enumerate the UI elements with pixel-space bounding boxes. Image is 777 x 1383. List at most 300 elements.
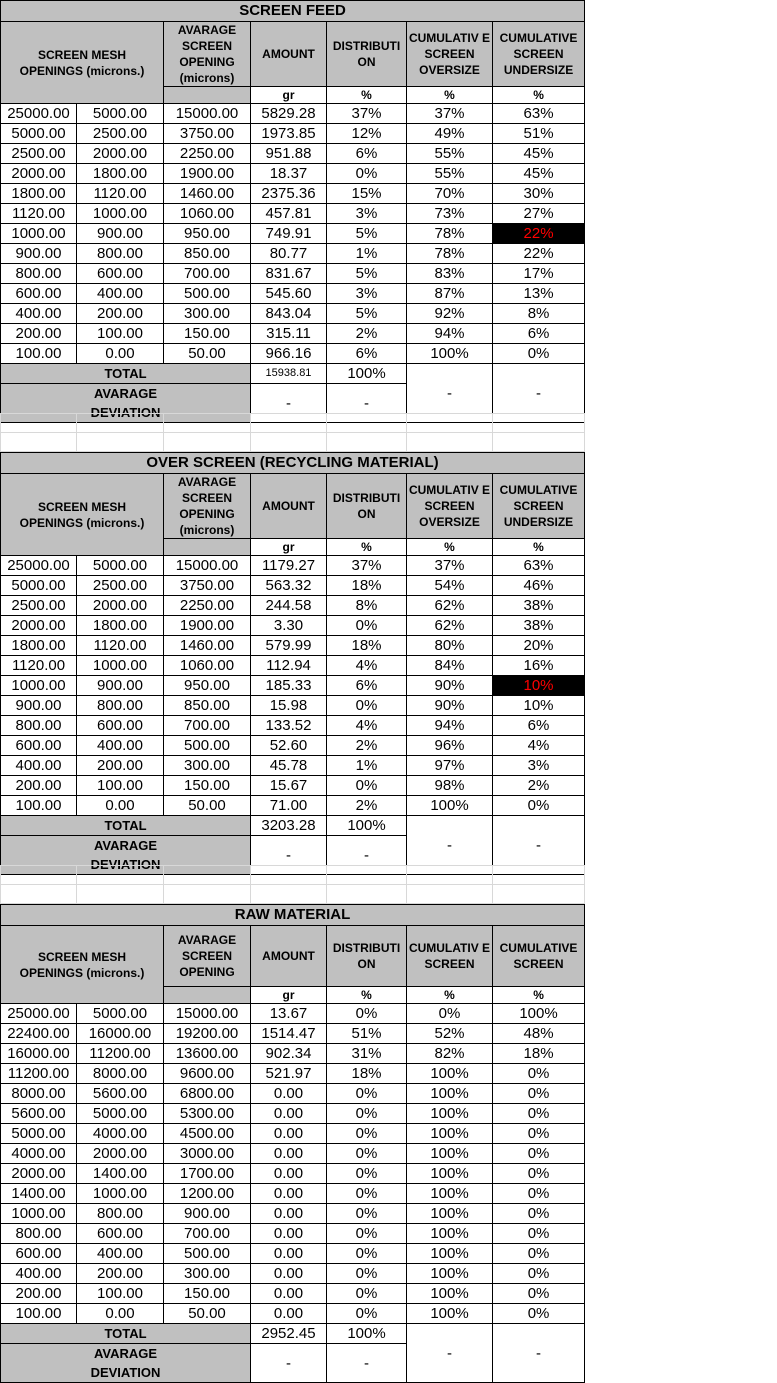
mesh-lower-cell[interactable]: 0.00 (77, 796, 164, 816)
mesh-upper-cell[interactable]: 400.00 (1, 304, 77, 324)
empty-cell[interactable] (77, 414, 164, 433)
amount-cell[interactable]: 545.60 (251, 284, 327, 304)
avarage-opening-cell[interactable]: 850.00 (164, 244, 251, 264)
mesh-upper-cell[interactable]: 4000.00 (1, 1144, 77, 1164)
cumulative-undersize-cell[interactable]: 0% (493, 1124, 585, 1144)
empty-cell[interactable] (327, 885, 407, 904)
header-cumulative-oversize[interactable]: CUMULATIV E SCREEN OVERSIZE (407, 474, 493, 539)
cumulative-undersize-cell[interactable]: 45% (493, 144, 585, 164)
dash-distribution[interactable]: - (327, 384, 407, 423)
amount-cell[interactable]: 71.00 (251, 796, 327, 816)
header-cumulative-oversize[interactable]: CUMULATIV E SCREEN OVERSIZE (407, 22, 493, 87)
mesh-lower-cell[interactable]: 1120.00 (77, 636, 164, 656)
avarage-opening-cell[interactable]: 3750.00 (164, 124, 251, 144)
empty-cell[interactable] (327, 433, 407, 452)
avarage-opening-cell[interactable]: 1200.00 (164, 1184, 251, 1204)
avarage-opening-cell[interactable]: 3750.00 (164, 576, 251, 596)
mesh-lower-cell[interactable]: 5000.00 (77, 556, 164, 576)
distribution-cell[interactable]: 0% (327, 1264, 407, 1284)
distribution-cell[interactable]: 31% (327, 1044, 407, 1064)
mesh-lower-cell[interactable]: 1000.00 (77, 1184, 164, 1204)
mesh-upper-cell[interactable]: 2500.00 (1, 144, 77, 164)
dash-undersize[interactable]: - (493, 816, 585, 875)
mesh-lower-cell[interactable]: 800.00 (77, 696, 164, 716)
total-label[interactable]: TOTAL (1, 364, 251, 384)
mesh-lower-cell[interactable]: 2500.00 (77, 576, 164, 596)
header-cumulative-undersize[interactable]: CUMULATIVE SCREEN (493, 926, 585, 987)
mesh-upper-cell[interactable]: 16000.00 (1, 1044, 77, 1064)
avarage-opening-cell[interactable]: 1900.00 (164, 616, 251, 636)
avarage-opening-cell[interactable]: 700.00 (164, 716, 251, 736)
avarage-opening-cell[interactable]: 500.00 (164, 736, 251, 756)
empty-cell[interactable] (1, 885, 77, 904)
cumulative-oversize-cell[interactable]: 83% (407, 264, 493, 284)
dash-amount[interactable]: - (251, 1344, 327, 1383)
distribution-cell[interactable]: 2% (327, 324, 407, 344)
distribution-cell[interactable]: 6% (327, 676, 407, 696)
header-distribution[interactable]: DISTRIBUTI ON (327, 22, 407, 87)
distribution-cell[interactable]: 0% (327, 1284, 407, 1304)
mesh-upper-cell[interactable]: 900.00 (1, 696, 77, 716)
empty-cell[interactable] (407, 433, 493, 452)
dash-amount[interactable]: - (251, 384, 327, 423)
distribution-cell[interactable]: 0% (327, 1124, 407, 1144)
mesh-upper-cell[interactable]: 100.00 (1, 796, 77, 816)
mesh-upper-cell[interactable]: 2000.00 (1, 164, 77, 184)
amount-cell[interactable]: 0.00 (251, 1164, 327, 1184)
amount-cell[interactable]: 133.52 (251, 716, 327, 736)
cumulative-undersize-cell[interactable]: 45% (493, 164, 585, 184)
amount-cell[interactable]: 45.78 (251, 756, 327, 776)
mesh-upper-cell[interactable]: 25000.00 (1, 104, 77, 124)
mesh-lower-cell[interactable]: 0.00 (77, 1304, 164, 1324)
amount-cell[interactable]: 315.11 (251, 324, 327, 344)
mesh-upper-cell[interactable]: 600.00 (1, 284, 77, 304)
cumulative-undersize-cell[interactable]: 8% (493, 304, 585, 324)
total-label[interactable]: TOTAL (1, 1324, 251, 1344)
mesh-lower-cell[interactable]: 800.00 (77, 1204, 164, 1224)
amount-cell[interactable]: 0.00 (251, 1224, 327, 1244)
cumulative-undersize-cell[interactable]: 46% (493, 576, 585, 596)
avarage-opening-cell[interactable]: 700.00 (164, 1224, 251, 1244)
unit-undersize[interactable]: % (493, 87, 585, 104)
empty-cell[interactable] (407, 885, 493, 904)
cumulative-undersize-cell[interactable]: 16% (493, 656, 585, 676)
distribution-cell[interactable]: 0% (327, 164, 407, 184)
cumulative-oversize-cell[interactable]: 100% (407, 1244, 493, 1264)
amount-cell[interactable]: 80.77 (251, 244, 327, 264)
distribution-cell[interactable]: 51% (327, 1024, 407, 1044)
distribution-cell[interactable]: 0% (327, 1244, 407, 1264)
distribution-cell[interactable]: 8% (327, 596, 407, 616)
cumulative-oversize-cell[interactable]: 100% (407, 1304, 493, 1324)
deviation-label[interactable]: DEVIATION (1, 403, 251, 423)
header-cumulative-undersize[interactable]: CUMULATIVE SCREEN UNDERSIZE (493, 474, 585, 539)
cumulative-oversize-cell[interactable]: 80% (407, 636, 493, 656)
avarage-opening-cell[interactable]: 150.00 (164, 1284, 251, 1304)
mesh-upper-cell[interactable]: 200.00 (1, 1284, 77, 1304)
unit-undersize[interactable]: % (493, 987, 585, 1004)
unit-amount[interactable]: gr (251, 987, 327, 1004)
distribution-cell[interactable]: 37% (327, 556, 407, 576)
amount-cell[interactable]: 0.00 (251, 1124, 327, 1144)
mesh-upper-cell[interactable]: 100.00 (1, 344, 77, 364)
empty-cell[interactable] (1, 433, 77, 452)
amount-cell[interactable]: 0.00 (251, 1184, 327, 1204)
mesh-lower-cell[interactable]: 8000.00 (77, 1064, 164, 1084)
units-blank[interactable] (164, 987, 251, 1004)
cumulative-oversize-cell[interactable]: 55% (407, 144, 493, 164)
distribution-cell[interactable]: 6% (327, 344, 407, 364)
units-blank[interactable] (164, 539, 251, 556)
cumulative-undersize-cell[interactable]: 22% (493, 244, 585, 264)
total-amount[interactable]: 15938.81 (251, 364, 327, 384)
cumulative-oversize-cell[interactable]: 78% (407, 244, 493, 264)
distribution-cell[interactable]: 5% (327, 224, 407, 244)
units-blank[interactable] (164, 87, 251, 104)
cumulative-oversize-cell[interactable]: 100% (407, 1064, 493, 1084)
mesh-upper-cell[interactable]: 800.00 (1, 716, 77, 736)
avarage-opening-cell[interactable]: 850.00 (164, 696, 251, 716)
mesh-lower-cell[interactable]: 2000.00 (77, 596, 164, 616)
empty-cell[interactable] (327, 414, 407, 433)
mesh-upper-cell[interactable]: 25000.00 (1, 1004, 77, 1024)
empty-cell[interactable] (327, 866, 407, 885)
mesh-upper-cell[interactable]: 8000.00 (1, 1084, 77, 1104)
header-mesh-openings[interactable]: SCREEN MESH OPENINGS (microns.) (1, 22, 164, 104)
cumulative-oversize-cell[interactable]: 62% (407, 616, 493, 636)
distribution-cell[interactable]: 1% (327, 244, 407, 264)
mesh-lower-cell[interactable]: 5000.00 (77, 1104, 164, 1124)
empty-cell[interactable] (251, 885, 327, 904)
header-distribution[interactable]: DISTRIBUTI ON (327, 474, 407, 539)
amount-cell[interactable]: 52.60 (251, 736, 327, 756)
mesh-upper-cell[interactable]: 25000.00 (1, 556, 77, 576)
cumulative-oversize-cell[interactable]: 92% (407, 304, 493, 324)
distribution-cell[interactable]: 0% (327, 776, 407, 796)
avarage-opening-cell[interactable]: 700.00 (164, 264, 251, 284)
mesh-upper-cell[interactable]: 800.00 (1, 1224, 77, 1244)
avarage-label[interactable]: AVARAGE (1, 384, 251, 404)
amount-cell[interactable]: 1179.27 (251, 556, 327, 576)
mesh-lower-cell[interactable]: 900.00 (77, 224, 164, 244)
amount-cell[interactable]: 2375.36 (251, 184, 327, 204)
avarage-opening-cell[interactable]: 300.00 (164, 756, 251, 776)
avarage-opening-cell[interactable]: 900.00 (164, 1204, 251, 1224)
deviation-label[interactable]: DEVIATION (1, 1363, 251, 1383)
empty-cell[interactable] (77, 866, 164, 885)
header-avarage-opening[interactable]: AVARAGE SCREEN OPENING (microns) (164, 474, 251, 539)
amount-cell[interactable]: 1514.47 (251, 1024, 327, 1044)
header-amount[interactable]: AMOUNT (251, 474, 327, 539)
cumulative-oversize-cell[interactable]: 70% (407, 184, 493, 204)
empty-cell[interactable] (164, 414, 251, 433)
cumulative-oversize-cell[interactable]: 87% (407, 284, 493, 304)
amount-cell[interactable]: 563.32 (251, 576, 327, 596)
empty-cell[interactable] (251, 414, 327, 433)
dash-oversize[interactable]: - (407, 364, 493, 423)
mesh-upper-cell[interactable]: 1000.00 (1, 676, 77, 696)
cumulative-undersize-cell[interactable]: 10% (493, 676, 585, 696)
section-title[interactable]: SCREEN FEED (1, 1, 585, 22)
avarage-opening-cell[interactable]: 3000.00 (164, 1144, 251, 1164)
avarage-opening-cell[interactable]: 950.00 (164, 224, 251, 244)
header-distribution[interactable]: DISTRIBUTI ON (327, 926, 407, 987)
cumulative-oversize-cell[interactable]: 94% (407, 324, 493, 344)
cumulative-undersize-cell[interactable]: 3% (493, 756, 585, 776)
amount-cell[interactable]: 0.00 (251, 1284, 327, 1304)
mesh-lower-cell[interactable]: 5000.00 (77, 104, 164, 124)
distribution-cell[interactable]: 37% (327, 104, 407, 124)
distribution-cell[interactable]: 0% (327, 696, 407, 716)
cumulative-undersize-cell[interactable]: 0% (493, 1184, 585, 1204)
mesh-upper-cell[interactable]: 400.00 (1, 1264, 77, 1284)
mesh-upper-cell[interactable]: 1000.00 (1, 1204, 77, 1224)
mesh-lower-cell[interactable]: 1800.00 (77, 616, 164, 636)
amount-cell[interactable]: 0.00 (251, 1084, 327, 1104)
empty-cell[interactable] (164, 885, 251, 904)
distribution-cell[interactable]: 12% (327, 124, 407, 144)
cumulative-undersize-cell[interactable]: 51% (493, 124, 585, 144)
empty-cell[interactable] (77, 885, 164, 904)
mesh-upper-cell[interactable]: 2000.00 (1, 1164, 77, 1184)
mesh-lower-cell[interactable]: 100.00 (77, 324, 164, 344)
distribution-cell[interactable]: 0% (327, 616, 407, 636)
cumulative-oversize-cell[interactable]: 98% (407, 776, 493, 796)
avarage-opening-cell[interactable]: 5300.00 (164, 1104, 251, 1124)
avarage-opening-cell[interactable]: 150.00 (164, 776, 251, 796)
cumulative-undersize-cell[interactable]: 0% (493, 1284, 585, 1304)
distribution-cell[interactable]: 2% (327, 736, 407, 756)
mesh-lower-cell[interactable]: 1800.00 (77, 164, 164, 184)
mesh-lower-cell[interactable]: 4000.00 (77, 1124, 164, 1144)
cumulative-undersize-cell[interactable]: 0% (493, 1164, 585, 1184)
cumulative-undersize-cell[interactable]: 4% (493, 736, 585, 756)
avarage-opening-cell[interactable]: 50.00 (164, 1304, 251, 1324)
cumulative-undersize-cell[interactable]: 48% (493, 1024, 585, 1044)
mesh-upper-cell[interactable]: 600.00 (1, 1244, 77, 1264)
avarage-opening-cell[interactable]: 500.00 (164, 1244, 251, 1264)
avarage-opening-cell[interactable]: 50.00 (164, 796, 251, 816)
distribution-cell[interactable]: 0% (327, 1204, 407, 1224)
mesh-lower-cell[interactable]: 1120.00 (77, 184, 164, 204)
cumulative-undersize-cell[interactable]: 0% (493, 1104, 585, 1124)
distribution-cell[interactable]: 4% (327, 656, 407, 676)
amount-cell[interactable]: 0.00 (251, 1304, 327, 1324)
amount-cell[interactable]: 951.88 (251, 144, 327, 164)
cumulative-undersize-cell[interactable]: 0% (493, 1224, 585, 1244)
cumulative-undersize-cell[interactable]: 63% (493, 556, 585, 576)
amount-cell[interactable]: 902.34 (251, 1044, 327, 1064)
mesh-lower-cell[interactable]: 2500.00 (77, 124, 164, 144)
mesh-lower-cell[interactable]: 900.00 (77, 676, 164, 696)
cumulative-undersize-cell[interactable]: 0% (493, 796, 585, 816)
mesh-upper-cell[interactable]: 5600.00 (1, 1104, 77, 1124)
total-distribution[interactable]: 100% (327, 1324, 407, 1344)
amount-cell[interactable]: 831.67 (251, 264, 327, 284)
mesh-upper-cell[interactable]: 1120.00 (1, 656, 77, 676)
mesh-upper-cell[interactable]: 5000.00 (1, 1124, 77, 1144)
mesh-lower-cell[interactable]: 16000.00 (77, 1024, 164, 1044)
amount-cell[interactable]: 15.67 (251, 776, 327, 796)
amount-cell[interactable]: 112.94 (251, 656, 327, 676)
cumulative-oversize-cell[interactable]: 90% (407, 676, 493, 696)
mesh-upper-cell[interactable]: 600.00 (1, 736, 77, 756)
avarage-opening-cell[interactable]: 500.00 (164, 284, 251, 304)
header-avarage-opening[interactable]: AVARAGE SCREEN OPENING (microns) (164, 22, 251, 87)
cumulative-oversize-cell[interactable]: 100% (407, 1104, 493, 1124)
mesh-lower-cell[interactable]: 1400.00 (77, 1164, 164, 1184)
mesh-upper-cell[interactable]: 11200.00 (1, 1064, 77, 1084)
amount-cell[interactable]: 0.00 (251, 1204, 327, 1224)
cumulative-undersize-cell[interactable]: 20% (493, 636, 585, 656)
cumulative-undersize-cell[interactable]: 17% (493, 264, 585, 284)
cumulative-oversize-cell[interactable]: 100% (407, 344, 493, 364)
avarage-opening-cell[interactable]: 50.00 (164, 344, 251, 364)
mesh-upper-cell[interactable]: 200.00 (1, 324, 77, 344)
distribution-cell[interactable]: 18% (327, 636, 407, 656)
cumulative-oversize-cell[interactable]: 84% (407, 656, 493, 676)
mesh-upper-cell[interactable]: 22400.00 (1, 1024, 77, 1044)
header-amount[interactable]: AMOUNT (251, 926, 327, 987)
cumulative-oversize-cell[interactable]: 100% (407, 1084, 493, 1104)
avarage-opening-cell[interactable]: 950.00 (164, 676, 251, 696)
distribution-cell[interactable]: 4% (327, 716, 407, 736)
dash-amount[interactable]: - (251, 836, 327, 875)
amount-cell[interactable]: 5829.28 (251, 104, 327, 124)
distribution-cell[interactable]: 0% (327, 1164, 407, 1184)
mesh-lower-cell[interactable]: 800.00 (77, 244, 164, 264)
total-amount[interactable]: 2952.45 (251, 1324, 327, 1344)
cumulative-undersize-cell[interactable]: 6% (493, 324, 585, 344)
unit-undersize[interactable]: % (493, 539, 585, 556)
distribution-cell[interactable]: 3% (327, 204, 407, 224)
cumulative-oversize-cell[interactable]: 90% (407, 696, 493, 716)
avarage-opening-cell[interactable]: 15000.00 (164, 556, 251, 576)
empty-cell[interactable] (1, 866, 77, 885)
amount-cell[interactable]: 0.00 (251, 1264, 327, 1284)
avarage-opening-cell[interactable]: 2250.00 (164, 144, 251, 164)
mesh-lower-cell[interactable]: 400.00 (77, 284, 164, 304)
unit-distribution[interactable]: % (327, 87, 407, 104)
empty-cell[interactable] (407, 414, 493, 433)
cumulative-oversize-cell[interactable]: 82% (407, 1044, 493, 1064)
distribution-cell[interactable]: 5% (327, 264, 407, 284)
cumulative-undersize-cell[interactable]: 18% (493, 1044, 585, 1064)
cumulative-undersize-cell[interactable]: 38% (493, 596, 585, 616)
cumulative-oversize-cell[interactable]: 100% (407, 1284, 493, 1304)
mesh-upper-cell[interactable]: 5000.00 (1, 124, 77, 144)
header-mesh-openings[interactable]: SCREEN MESH OPENINGS (microns.) (1, 926, 164, 1004)
deviation-label[interactable]: DEVIATION (1, 855, 251, 875)
cumulative-undersize-cell[interactable]: 2% (493, 776, 585, 796)
total-amount[interactable]: 3203.28 (251, 816, 327, 836)
dash-distribution[interactable]: - (327, 1344, 407, 1383)
cumulative-undersize-cell[interactable]: 30% (493, 184, 585, 204)
cumulative-undersize-cell[interactable]: 0% (493, 1144, 585, 1164)
empty-cell[interactable] (164, 866, 251, 885)
distribution-cell[interactable]: 0% (327, 1184, 407, 1204)
header-cumulative-undersize[interactable]: CUMULATIVE SCREEN UNDERSIZE (493, 22, 585, 87)
avarage-opening-cell[interactable]: 1060.00 (164, 204, 251, 224)
distribution-cell[interactable]: 0% (327, 1224, 407, 1244)
avarage-opening-cell[interactable]: 1060.00 (164, 656, 251, 676)
distribution-cell[interactable]: 5% (327, 304, 407, 324)
avarage-opening-cell[interactable]: 19200.00 (164, 1024, 251, 1044)
mesh-lower-cell[interactable]: 11200.00 (77, 1044, 164, 1064)
cumulative-oversize-cell[interactable]: 100% (407, 1184, 493, 1204)
avarage-opening-cell[interactable]: 4500.00 (164, 1124, 251, 1144)
dash-undersize[interactable]: - (493, 364, 585, 423)
unit-oversize[interactable]: % (407, 539, 493, 556)
mesh-lower-cell[interactable]: 100.00 (77, 1284, 164, 1304)
empty-cell[interactable] (493, 414, 585, 433)
mesh-lower-cell[interactable]: 200.00 (77, 304, 164, 324)
cumulative-oversize-cell[interactable]: 78% (407, 224, 493, 244)
mesh-lower-cell[interactable]: 1000.00 (77, 204, 164, 224)
empty-cell[interactable] (1, 414, 77, 433)
distribution-cell[interactable]: 0% (327, 1304, 407, 1324)
cumulative-oversize-cell[interactable]: 37% (407, 104, 493, 124)
amount-cell[interactable]: 0.00 (251, 1144, 327, 1164)
cumulative-oversize-cell[interactable]: 94% (407, 716, 493, 736)
dash-distribution[interactable]: - (327, 836, 407, 875)
cumulative-oversize-cell[interactable]: 100% (407, 796, 493, 816)
empty-cell[interactable] (493, 866, 585, 885)
dash-oversize[interactable]: - (407, 816, 493, 875)
cumulative-undersize-cell[interactable]: 0% (493, 1084, 585, 1104)
cumulative-undersize-cell[interactable]: 38% (493, 616, 585, 636)
cumulative-oversize-cell[interactable]: 100% (407, 1144, 493, 1164)
unit-oversize[interactable]: % (407, 87, 493, 104)
amount-cell[interactable]: 843.04 (251, 304, 327, 324)
cumulative-undersize-cell[interactable]: 0% (493, 344, 585, 364)
mesh-upper-cell[interactable]: 1400.00 (1, 1184, 77, 1204)
avarage-opening-cell[interactable]: 1900.00 (164, 164, 251, 184)
mesh-upper-cell[interactable]: 2000.00 (1, 616, 77, 636)
avarage-opening-cell[interactable]: 1700.00 (164, 1164, 251, 1184)
cumulative-oversize-cell[interactable]: 96% (407, 736, 493, 756)
header-cumulative-oversize[interactable]: CUMULATIV E SCREEN (407, 926, 493, 987)
unit-distribution[interactable]: % (327, 987, 407, 1004)
cumulative-oversize-cell[interactable]: 97% (407, 756, 493, 776)
cumulative-undersize-cell[interactable]: 22% (493, 224, 585, 244)
mesh-lower-cell[interactable]: 200.00 (77, 1264, 164, 1284)
distribution-cell[interactable]: 18% (327, 1064, 407, 1084)
amount-cell[interactable]: 185.33 (251, 676, 327, 696)
mesh-upper-cell[interactable]: 800.00 (1, 264, 77, 284)
mesh-lower-cell[interactable]: 0.00 (77, 344, 164, 364)
avarage-label[interactable]: AVARAGE (1, 836, 251, 856)
distribution-cell[interactable]: 6% (327, 144, 407, 164)
mesh-upper-cell[interactable]: 900.00 (1, 244, 77, 264)
avarage-opening-cell[interactable]: 9600.00 (164, 1064, 251, 1084)
cumulative-undersize-cell[interactable]: 63% (493, 104, 585, 124)
cumulative-undersize-cell[interactable]: 13% (493, 284, 585, 304)
cumulative-oversize-cell[interactable]: 100% (407, 1264, 493, 1284)
avarage-label[interactable]: AVARAGE (1, 1344, 251, 1364)
mesh-lower-cell[interactable]: 1000.00 (77, 656, 164, 676)
cumulative-undersize-cell[interactable]: 0% (493, 1264, 585, 1284)
cumulative-oversize-cell[interactable]: 0% (407, 1004, 493, 1024)
total-distribution[interactable]: 100% (327, 816, 407, 836)
header-mesh-openings[interactable]: SCREEN MESH OPENINGS (microns.) (1, 474, 164, 556)
section-title[interactable]: RAW MATERIAL (1, 905, 585, 926)
avarage-opening-cell[interactable]: 13600.00 (164, 1044, 251, 1064)
distribution-cell[interactable]: 18% (327, 576, 407, 596)
avarage-opening-cell[interactable]: 15000.00 (164, 104, 251, 124)
cumulative-oversize-cell[interactable]: 62% (407, 596, 493, 616)
